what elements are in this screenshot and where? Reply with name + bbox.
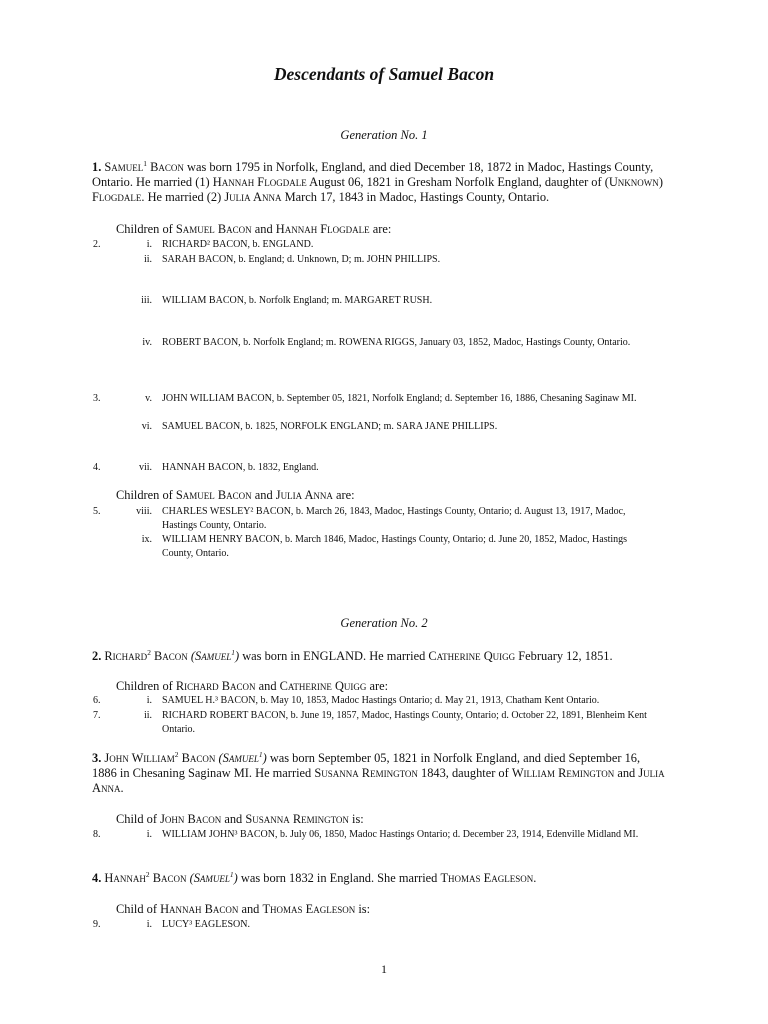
entry-text: and xyxy=(614,766,639,781)
heading-text: are: xyxy=(332,488,355,502)
heading-text: and xyxy=(251,488,276,502)
entry-text: ) xyxy=(658,175,663,190)
child-text: RICHARD² BACON, b. ENGLAND. xyxy=(162,239,314,250)
page-number: 1 xyxy=(381,962,387,976)
child-roman: i. xyxy=(146,829,152,840)
entry-text: February 12, 1851. xyxy=(515,649,613,663)
generation-heading: Generation No. 1 xyxy=(340,128,428,142)
person-number: 3. xyxy=(92,751,102,765)
person-surname: Bacon xyxy=(154,649,188,663)
entry-text: was born 1795 in Norfolk, England, and died December 18, 1872 in Madoc, Hastings County, Ontario. He married (1) xyxy=(92,160,654,190)
person-number: 2. xyxy=(92,649,102,663)
person-entry: 2. Richard$^2$ Bacon (Samuel$^1$) was born in ENGLAND. He married Catherine Quigg February 12, 1851. xyxy=(92,647,613,663)
parent-name: Susanna Remington xyxy=(245,812,349,826)
generation-superscript: 2 xyxy=(174,749,179,759)
generation-superscript: 1 xyxy=(229,869,234,879)
child-id: 7. xyxy=(93,710,101,721)
child-text: SAMUEL BACON, b. 1825, NORFOLK ENGLAND; m. SARA JANE PHILLIPS. xyxy=(162,421,498,432)
spouse-name: Thomas Eagleson xyxy=(440,871,534,885)
entry-text: was born September 05, 1821 in Norfolk England, and died September 16, 1886 in Chesaning Saginaw MI. He married xyxy=(92,751,641,781)
parent-name: John Bacon xyxy=(160,812,222,826)
parent-name: William Remington xyxy=(511,766,615,781)
generation-superscript: 1 xyxy=(258,749,263,759)
spouse-name: Susanna Remington xyxy=(314,766,418,781)
child-text: SAMUEL H.³ BACON, b. May 10, 1853, Madoc Hastings Ontario; d. May 21, 1913, Chatham Kent Ontario. xyxy=(162,695,600,706)
child-text: ROBERT BACON, b. Norfolk England; m. ROWENA RIGGS, January 03, 1852, Madoc, Hastings County, Ontario. xyxy=(162,337,631,348)
spouse-name: Hannah Flogdale xyxy=(212,175,307,190)
person-surname: Bacon xyxy=(152,871,187,885)
generation-superscript: 1 xyxy=(231,647,235,657)
child-roman: i. xyxy=(146,695,152,706)
entry-text: was born 1832 in England. She married xyxy=(237,871,441,885)
heading-text: Children of xyxy=(116,222,176,236)
child-roman: vii. xyxy=(138,462,152,473)
entry-text: . xyxy=(533,871,537,885)
heading-text: are: xyxy=(369,222,392,236)
child-id: 6. xyxy=(93,695,101,706)
entry-text: March 17, 1843 in Madoc, Hastings County, Ontario. xyxy=(281,190,550,205)
heading-text: and xyxy=(221,812,246,826)
parent-name: Unknown xyxy=(608,175,659,190)
child-text: WILLIAM BACON, b. Norfolk England; m. MARGARET RUSH. xyxy=(162,295,433,306)
child-roman: i. xyxy=(146,239,152,250)
heading-text: and xyxy=(238,902,263,916)
person-surname: Bacon xyxy=(150,160,184,174)
spouse-name: Julia Anna xyxy=(224,190,282,205)
heading-text: is: xyxy=(355,902,371,916)
children-heading xyxy=(116,679,388,694)
child-text: LUCY³ EAGLESON. xyxy=(162,919,250,930)
child-text: RICHARD ROBERT BACON, b. June 19, 1857, Madoc, Hastings County, Ontario; d. October 22, 1891, Blenheim Kent Ontario. xyxy=(162,710,647,735)
person-name: John William xyxy=(104,751,175,765)
child-id: 9. xyxy=(93,919,101,930)
person-name: Richard xyxy=(104,649,148,663)
child-roman: ix. xyxy=(141,534,152,545)
child-roman: vi. xyxy=(141,421,152,432)
person-entry: 4. Hannah$^2$ Bacon (Samuel$^1$) was born 1832 in England. She married Thomas Eagleson. xyxy=(92,869,537,885)
ancestor-name: Samuel xyxy=(193,871,230,885)
heading-text: Children of xyxy=(116,488,176,502)
ancestor-name: Samuel xyxy=(222,751,259,765)
children-heading xyxy=(116,902,370,917)
person-name: Hannah xyxy=(104,871,146,885)
parent-name: Richard Bacon xyxy=(175,679,256,693)
spouse-name: Catherine Quigg xyxy=(428,649,516,663)
person-name: Samuel xyxy=(104,160,144,174)
child-text: CHARLES WESLEY² BACON, b. March 26, 1843, Madoc, Hastings County, Ontario; d. August 13, 1917, Madoc, Hastings County, Ontario. xyxy=(162,506,626,531)
children-heading xyxy=(116,488,355,503)
children-heading xyxy=(116,812,364,827)
child-id: 2. xyxy=(93,239,101,250)
child-roman: ii. xyxy=(143,710,152,721)
person-number: 4. xyxy=(92,871,102,885)
children-heading xyxy=(116,222,391,237)
parent-name: Hannah Bacon xyxy=(160,902,239,916)
child-roman: viii. xyxy=(136,506,152,517)
child-text: HANNAH BACON, b. 1832, England. xyxy=(162,462,319,473)
child-roman: ii. xyxy=(143,254,152,265)
heading-text: and xyxy=(255,679,280,693)
heading-text: Child of xyxy=(116,812,161,826)
child-text: WILLIAM JOHN³ BACON, b. July 06, 1850, Madoc Hastings Ontario; d. December 23, 1914, Edenville Midland MI. xyxy=(162,829,639,840)
person-number: 1. xyxy=(92,160,102,174)
parent-name: Hannah Flogdale xyxy=(275,222,370,236)
generation-superscript: 2 xyxy=(147,647,151,657)
parent-name: Catherine Quigg xyxy=(279,679,367,693)
person-entry xyxy=(92,160,667,206)
child-roman: v. xyxy=(145,393,152,404)
parent-name: Samuel Bacon xyxy=(175,488,252,502)
person-entry: 3. John William$^2$ Bacon (Samuel$^1$) was born September 05, 1821 in Norfolk England, and died September 16, 1886 in Chesaning Saginaw MI. He married Susanna Remington 1843, daughter of William Remington and Julia Anna. xyxy=(92,749,665,796)
child-id: 8. xyxy=(93,829,101,840)
entry-text: . xyxy=(120,781,124,796)
child-roman: iv. xyxy=(142,337,152,348)
heading-text: and xyxy=(251,222,276,236)
child-text: SARAH BACON, b. England; d. Unknown, D; m. JOHN PHILLIPS. xyxy=(162,254,441,265)
parent-name: Julia Anna xyxy=(92,766,665,796)
parent-name: Julia Anna xyxy=(275,488,333,502)
child-text: JOHN WILLIAM BACON, b. September 05, 1821, Norfolk England; d. September 16, 1886, Chesaning Saginaw MI. xyxy=(162,393,637,404)
generation-superscript: 2 xyxy=(145,869,150,879)
child-text: WILLIAM HENRY BACON, b. March 1846, Madoc, Hastings County, Ontario; d. June 20, 1852, Madoc, Hastings County, Ontario. xyxy=(162,534,628,559)
entry-text: . He married (2) xyxy=(141,190,225,205)
child-id: 3. xyxy=(93,393,101,404)
parent-name: Thomas Eagleson xyxy=(262,902,356,916)
child-roman: iii. xyxy=(141,295,152,306)
parent-name: Flogdale xyxy=(92,190,142,205)
entry-text: 1843, daughter of xyxy=(417,766,512,781)
entry-text: was born in ENGLAND. He married xyxy=(239,649,429,663)
child-id: 5. xyxy=(93,506,101,517)
heading-text: Child of xyxy=(116,902,161,916)
heading-text: Children of xyxy=(116,679,176,693)
ancestor-name: Samuel xyxy=(195,649,232,663)
document-title: Descendants of Samuel Bacon xyxy=(273,64,495,84)
generation-heading: Generation No. 2 xyxy=(340,616,428,630)
child-id: 4. xyxy=(93,462,101,473)
generation-superscript: 1 xyxy=(143,158,148,168)
child-roman: i. xyxy=(146,919,152,930)
heading-text: is: xyxy=(348,812,364,826)
heading-text: are: xyxy=(366,679,389,693)
entry-text: August 06, 1821 in Gresham Norfolk England, daughter of ( xyxy=(306,175,609,190)
person-surname: Bacon xyxy=(181,751,216,765)
parent-name: Samuel Bacon xyxy=(175,222,252,236)
